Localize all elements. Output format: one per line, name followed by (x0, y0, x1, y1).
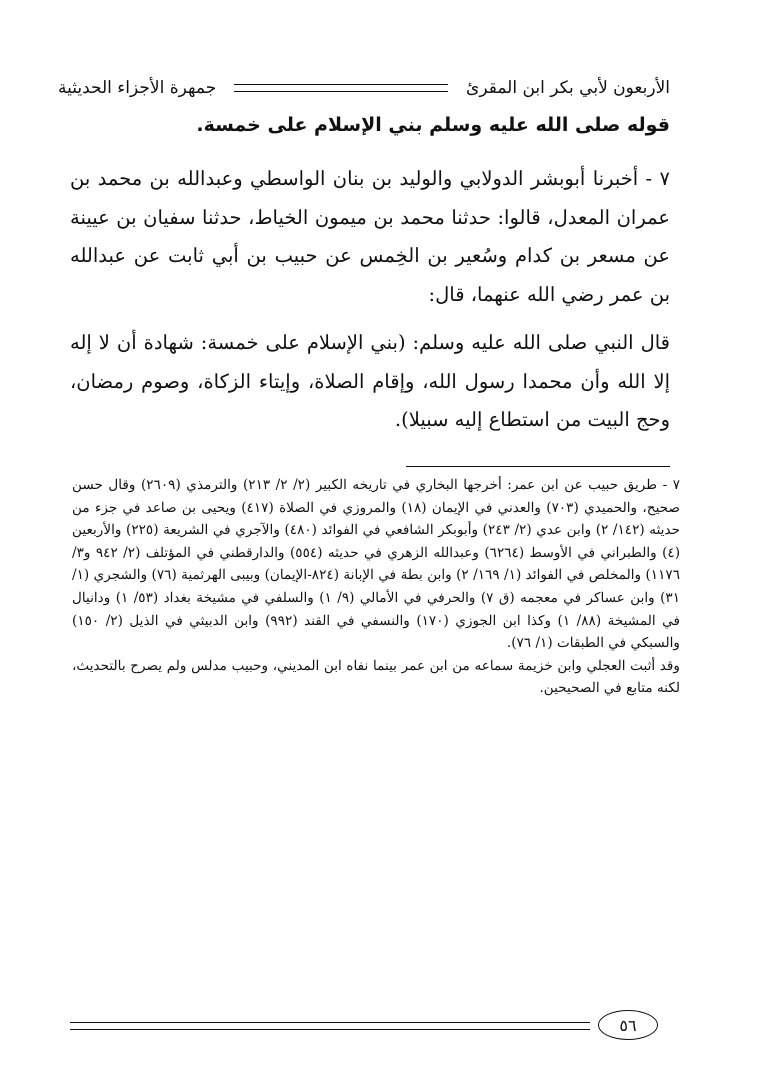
footnote-note: وقد أثبت العجلي وابن خزيمة سماعه من ابن عمر بينما نفاه ابن المديني، وحبيب مدلس ولم يصرح بالتحديث، لكنه متابع في الصحيحين. (72, 657, 680, 697)
footnotes (72, 474, 680, 700)
series-title: جمهرة الأجزاء الحديثية (58, 78, 217, 98)
hadith-text (70, 160, 670, 440)
running-header (58, 70, 670, 106)
page-footer (70, 1010, 682, 1046)
footnote-separator (406, 466, 670, 467)
footer-rule (70, 1022, 590, 1030)
footnote-takhrij: ٧ - طريق حبيب عن ابن عمر: أخرجها البخاري في تاريخه الكبير (٢/ ٢/ ٢١٣) والترمذي (٢٦٠٩) وقال حسن صحيح، والحميدي (٧٠٣) والعدني في الإيمان (١٨) والمروزي في الصلاة (٤١٧) ويحيى بن صاعد في جزء من حديثه (١٤٢/ ٢) وابن عدي (٢/ ٢٤٣) وأبوبكر الشافعي في الفوائد (٤٨٠) والآجري في الشريعة (٢٢٥) والأربعين (٤) والطبراني في الأوسط (٦٢٦٤) وعبدالله الزهري في حديثه (٥٥٤) والدارقطني في المؤتلف (٢/ ٩٤٢ و٣/ ١١٧٦) والمخلص في الفوائد (١/ ١٦٩/ ٢) وابن بطة في الإبانة (٨٢٤-الإيمان) وبيبى الهرثمية (٧٦) والشجري (١/ ٣١) وابن عساكر في معجمه (ق ٧) والحرفي في الأمالي (٩/ ١) والسلفي في مشيخة بغداد (٥٣/ ١) ودانيال في المشيخة (٨٨/ ١) وكذا ابن الجوزي (١٧٠) والنسفي في القند (٩٩٢) وابن الدبيثي في الذيل (٢/ ١٥٠) والسبكي في الطبقات (١/ ٧٦). (72, 477, 681, 652)
page-number: ٥٦ (598, 1010, 658, 1040)
isnad-paragraph: ٧ - أخبرنا أبوبشر الدولابي والوليد بن بنان الواسطي وعبدالله بن محمد بن عمران المعدل، قالوا: حدثنا محمد بن ميمون الخياط، حدثنا سفيان بن عيينة عن مسعر بن كدام وسُعير بن الخِمس عن حبيب بن أبي ثابت عن عبدالله بن عمر رضي الله عنهما، قال: (70, 167, 670, 306)
chapter-heading: قوله صلى الله عليه وسلم بني الإسلام على خمسة. (196, 114, 670, 136)
header-rule (234, 84, 448, 92)
book-title: الأربعون لأبي بكر ابن المقرئ (466, 78, 670, 98)
matn-paragraph: قال النبي صلى الله عليه وسلم: (بني الإسلام على خمسة: شهادة أن لا إله إلا الله وأن محمدا رسول الله، وإقام الصلاة، وإيتاء الزكاة، وصوم رمضان، وحج البيت من استطاع إليه سبيلا). (70, 331, 670, 431)
